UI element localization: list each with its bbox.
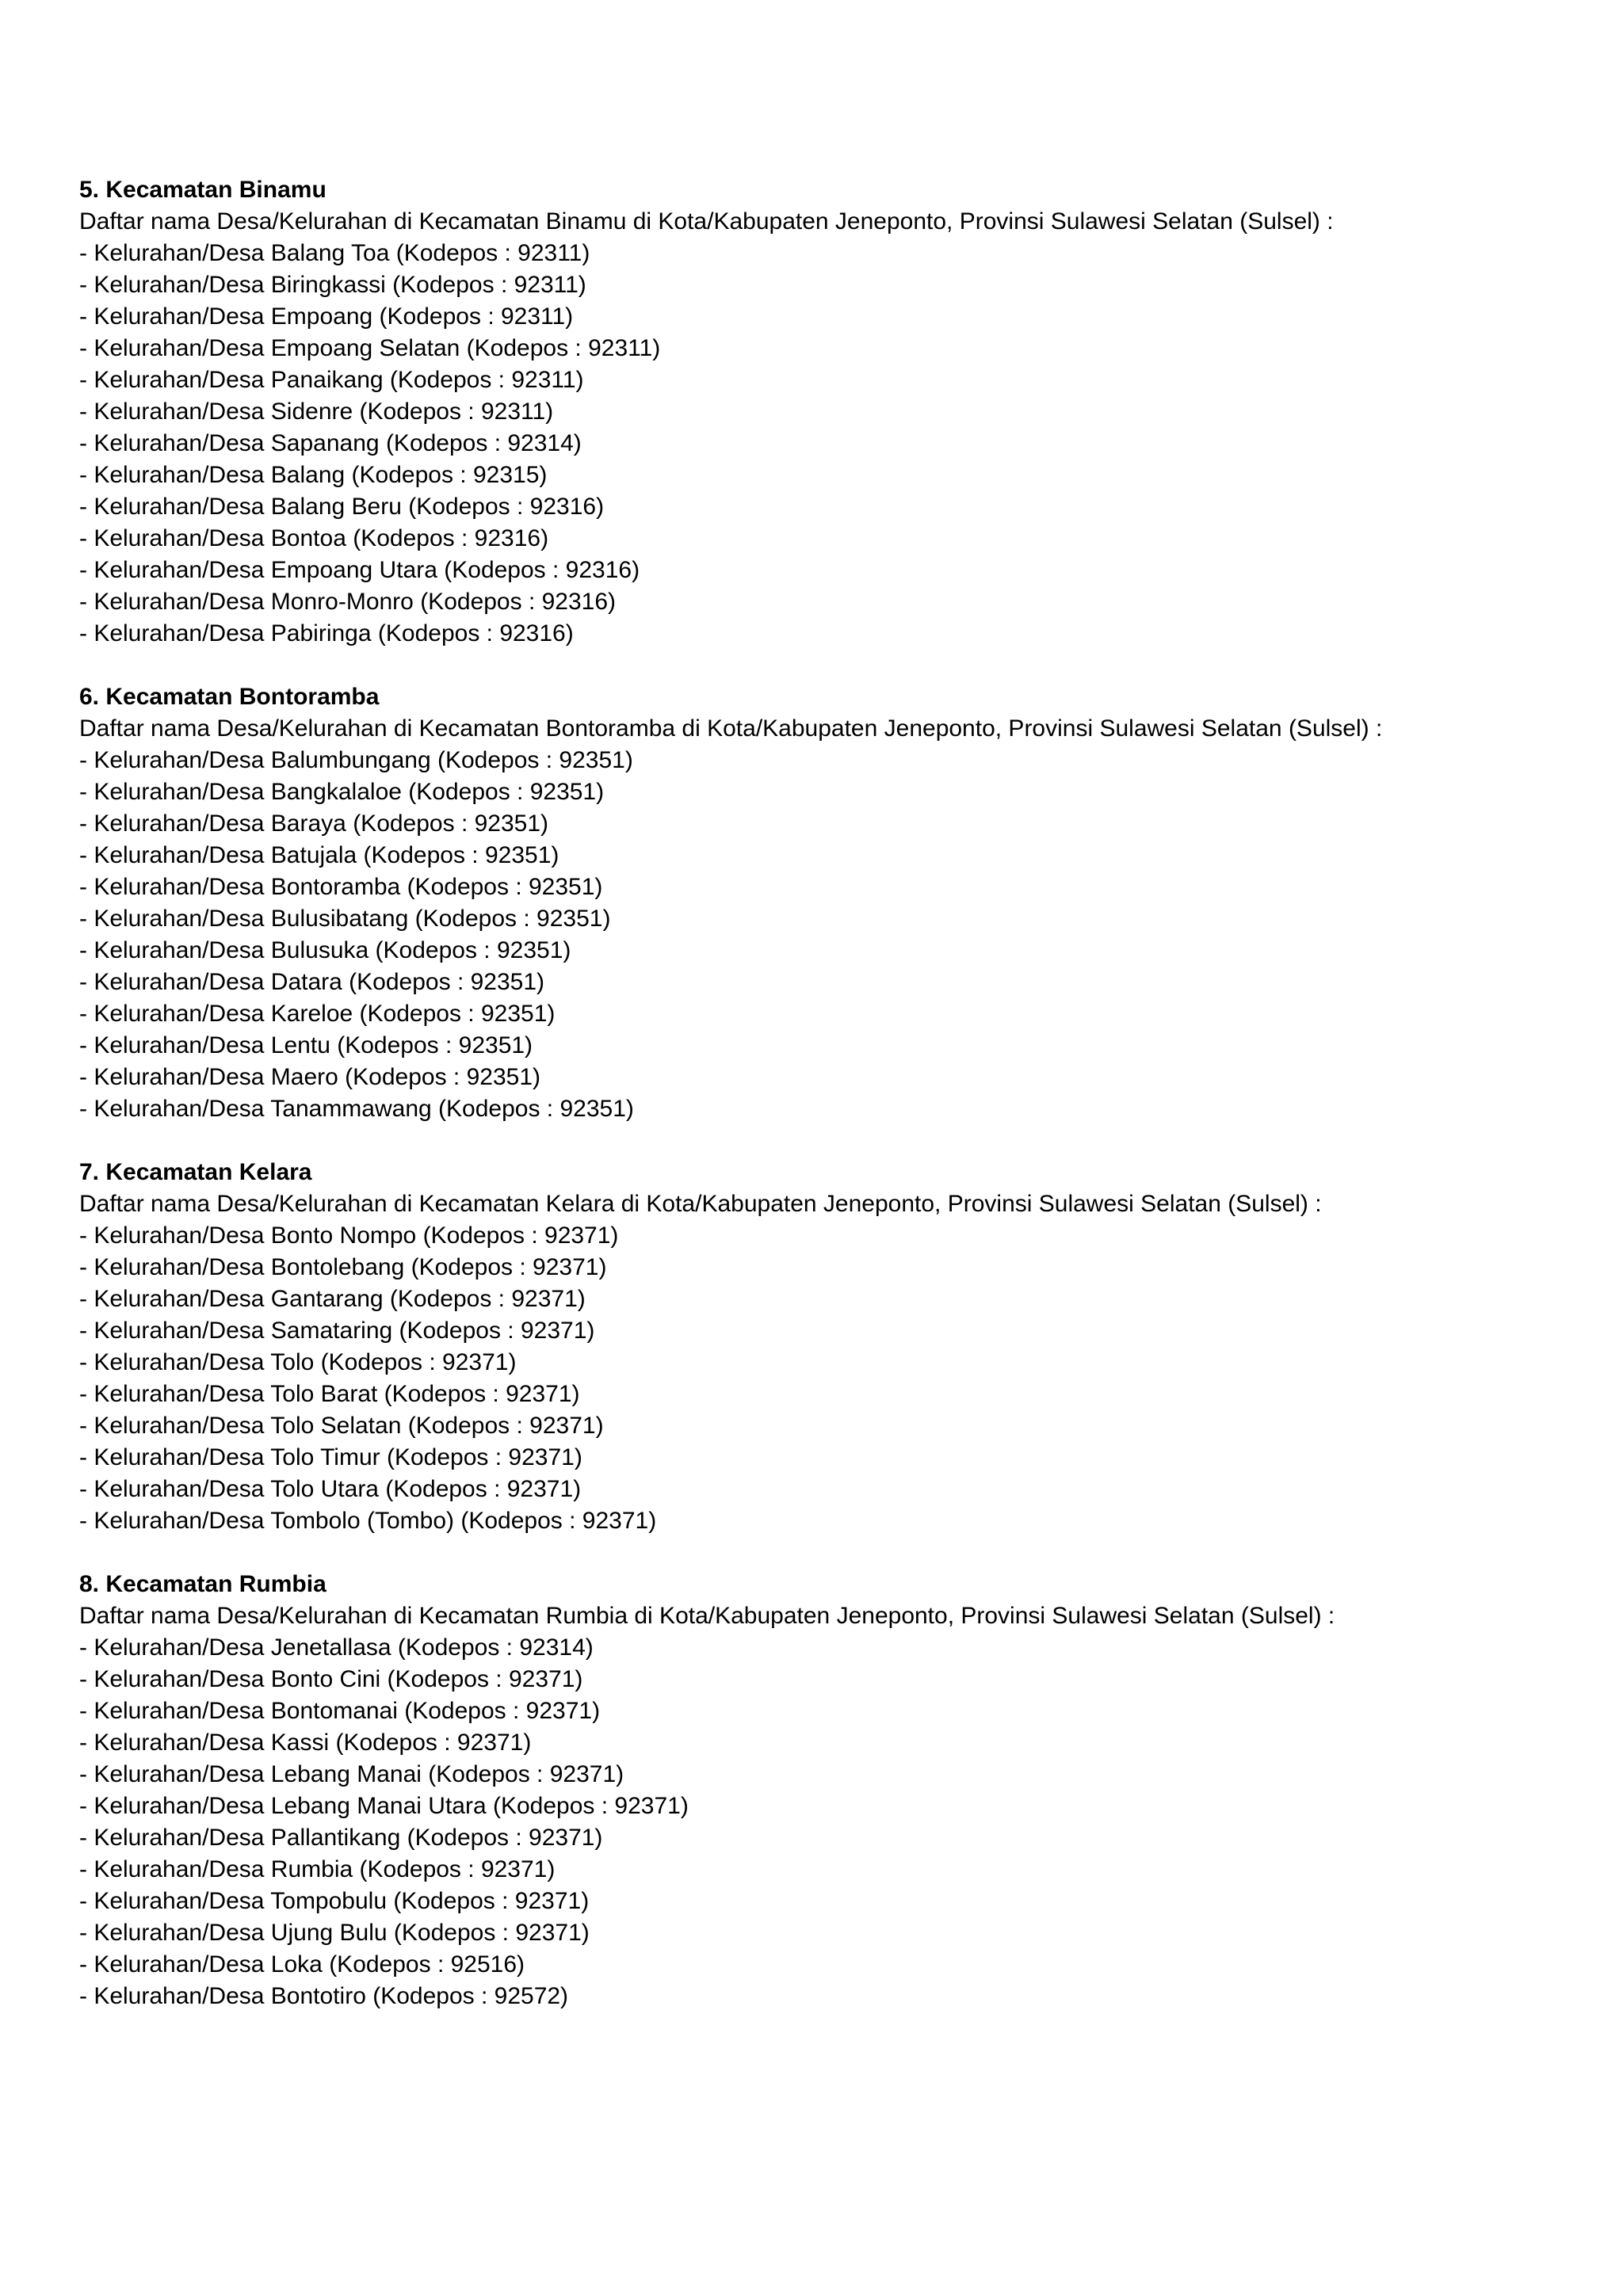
section-title: 8. Kecamatan Rumbia bbox=[79, 1571, 327, 1597]
village-entry: - Kelurahan/Desa Empoang Utara (Kodepos : 92316) bbox=[79, 557, 640, 583]
village-entry: - Kelurahan/Desa Bontolebang (Kodepos : 92371) bbox=[79, 1254, 607, 1280]
village-entry: - Kelurahan/Desa Datara (Kodepos : 92351) bbox=[79, 969, 545, 995]
section-intro: Daftar nama Desa/Kelurahan di Kecamatan Rumbia di Kota/Kabupaten Jeneponto, Provinsi Sulawesi Selatan (Sulsel) : bbox=[79, 1603, 1335, 1629]
village-entry: - Kelurahan/Desa Monro-Monro (Kodepos : 92316) bbox=[79, 589, 617, 615]
village-entry: - Kelurahan/Desa Maero (Kodepos : 92351) bbox=[79, 1064, 541, 1090]
kecamatan-section bbox=[79, 174, 1601, 650]
village-entry: - Kelurahan/Desa Balumbungang (Kodepos : 92351) bbox=[79, 747, 633, 773]
document-page bbox=[79, 174, 1601, 2044]
village-entry: - Kelurahan/Desa Balang Toa (Kodepos : 92311) bbox=[79, 240, 590, 266]
village-entry: - Kelurahan/Desa Lebang Manai Utara (Kodepos : 92371) bbox=[79, 1793, 689, 1819]
village-entry: - Kelurahan/Desa Bontotiro (Kodepos : 92572) bbox=[79, 1983, 569, 2009]
village-entry: - Kelurahan/Desa Empoang (Kodepos : 92311) bbox=[79, 303, 574, 330]
village-entry: - Kelurahan/Desa Ujung Bulu (Kodepos : 92371) bbox=[79, 1920, 590, 1946]
section-title: 5. Kecamatan Binamu bbox=[79, 177, 327, 203]
village-entry: - Kelurahan/Desa Bulusuka (Kodepos : 92351) bbox=[79, 937, 571, 963]
village-entry: - Kelurahan/Desa Tanammawang (Kodepos : 92351) bbox=[79, 1096, 634, 1122]
village-entry: - Kelurahan/Desa Bulusibatang (Kodepos : 92351) bbox=[79, 906, 611, 932]
section-intro: Daftar nama Desa/Kelurahan di Kecamatan Bontoramba di Kota/Kabupaten Jeneponto, Provinsi Sulawesi Selatan (Sulsel) : bbox=[79, 715, 1383, 742]
village-entry: - Kelurahan/Desa Tolo Timur (Kodepos : 92371) bbox=[79, 1444, 582, 1470]
village-entry: - Kelurahan/Desa Tolo Barat (Kodepos : 92371) bbox=[79, 1381, 580, 1407]
village-entry: - Kelurahan/Desa Tolo Selatan (Kodepos : 92371) bbox=[79, 1413, 604, 1439]
village-entry: - Kelurahan/Desa Kareloe (Kodepos : 92351) bbox=[79, 1001, 556, 1027]
section-intro: Daftar nama Desa/Kelurahan di Kecamatan Binamu di Kota/Kabupaten Jeneponto, Provinsi Sulawesi Selatan (Sulsel) : bbox=[79, 208, 1334, 235]
kecamatan-section bbox=[79, 1157, 1601, 1537]
village-entry: - Kelurahan/Desa Balang Beru (Kodepos : 92316) bbox=[79, 494, 605, 520]
village-entry: - Kelurahan/Desa Batujala (Kodepos : 92351) bbox=[79, 842, 559, 868]
village-entry: - Kelurahan/Desa Bontoramba (Kodepos : 92351) bbox=[79, 874, 603, 900]
kecamatan-section bbox=[79, 1569, 1601, 2012]
village-entry: - Kelurahan/Desa Bangkalaloe (Kodepos : 92351) bbox=[79, 779, 605, 805]
village-entry: - Kelurahan/Desa Gantarang (Kodepos : 92371) bbox=[79, 1286, 586, 1312]
village-entry: - Kelurahan/Desa Pabiringa (Kodepos : 92316) bbox=[79, 620, 574, 646]
village-entry: - Kelurahan/Desa Bontoa (Kodepos : 92316) bbox=[79, 525, 549, 551]
section-title: 6. Kecamatan Bontoramba bbox=[79, 684, 380, 710]
section-intro: Daftar nama Desa/Kelurahan di Kecamatan Kelara di Kota/Kabupaten Jeneponto, Provinsi Sulawesi Selatan (Sulsel) : bbox=[79, 1191, 1322, 1217]
village-entry: - Kelurahan/Desa Sidenre (Kodepos : 92311) bbox=[79, 399, 554, 425]
village-entry: - Kelurahan/Desa Tolo Utara (Kodepos : 92371) bbox=[79, 1476, 582, 1502]
village-entry: - Kelurahan/Desa Biringkassi (Kodepos : 92311) bbox=[79, 272, 586, 298]
village-entry: - Kelurahan/Desa Lentu (Kodepos : 92351) bbox=[79, 1032, 533, 1058]
kecamatan-section bbox=[79, 681, 1601, 1125]
village-entry: - Kelurahan/Desa Panaikang (Kodepos : 92311) bbox=[79, 367, 584, 393]
village-entry: - Kelurahan/Desa Loka (Kodepos : 92516) bbox=[79, 1951, 525, 1978]
village-entry: - Kelurahan/Desa Rumbia (Kodepos : 92371) bbox=[79, 1856, 556, 1882]
village-entry: - Kelurahan/Desa Tolo (Kodepos : 92371) bbox=[79, 1349, 517, 1375]
village-entry: - Kelurahan/Desa Pallantikang (Kodepos : 92371) bbox=[79, 1825, 603, 1851]
village-entry: - Kelurahan/Desa Kassi (Kodepos : 92371) bbox=[79, 1730, 532, 1756]
village-entry: - Kelurahan/Desa Bontomanai (Kodepos : 92371) bbox=[79, 1698, 601, 1724]
village-entry: - Kelurahan/Desa Baraya (Kodepos : 92351) bbox=[79, 810, 549, 837]
village-entry: - Kelurahan/Desa Empoang Selatan (Kodepos : 92311) bbox=[79, 335, 661, 361]
village-entry: - Kelurahan/Desa Balang (Kodepos : 92315) bbox=[79, 462, 548, 488]
village-entry: - Kelurahan/Desa Sapanang (Kodepos : 92314) bbox=[79, 430, 582, 456]
village-entry: - Kelurahan/Desa Lebang Manai (Kodepos : 92371) bbox=[79, 1761, 624, 1787]
section-title: 7. Kecamatan Kelara bbox=[79, 1159, 312, 1185]
village-entry: - Kelurahan/Desa Samataring (Kodepos : 92371) bbox=[79, 1318, 595, 1344]
village-entry: - Kelurahan/Desa Tombolo (Tombo) (Kodepos : 92371) bbox=[79, 1508, 657, 1534]
village-entry: - Kelurahan/Desa Tompobulu (Kodepos : 92371) bbox=[79, 1888, 590, 1914]
village-entry: - Kelurahan/Desa Bonto Nompo (Kodepos : 92371) bbox=[79, 1222, 619, 1249]
village-entry: - Kelurahan/Desa Jenetallasa (Kodepos : 92314) bbox=[79, 1634, 594, 1661]
village-entry: - Kelurahan/Desa Bonto Cini (Kodepos : 92371) bbox=[79, 1666, 583, 1692]
